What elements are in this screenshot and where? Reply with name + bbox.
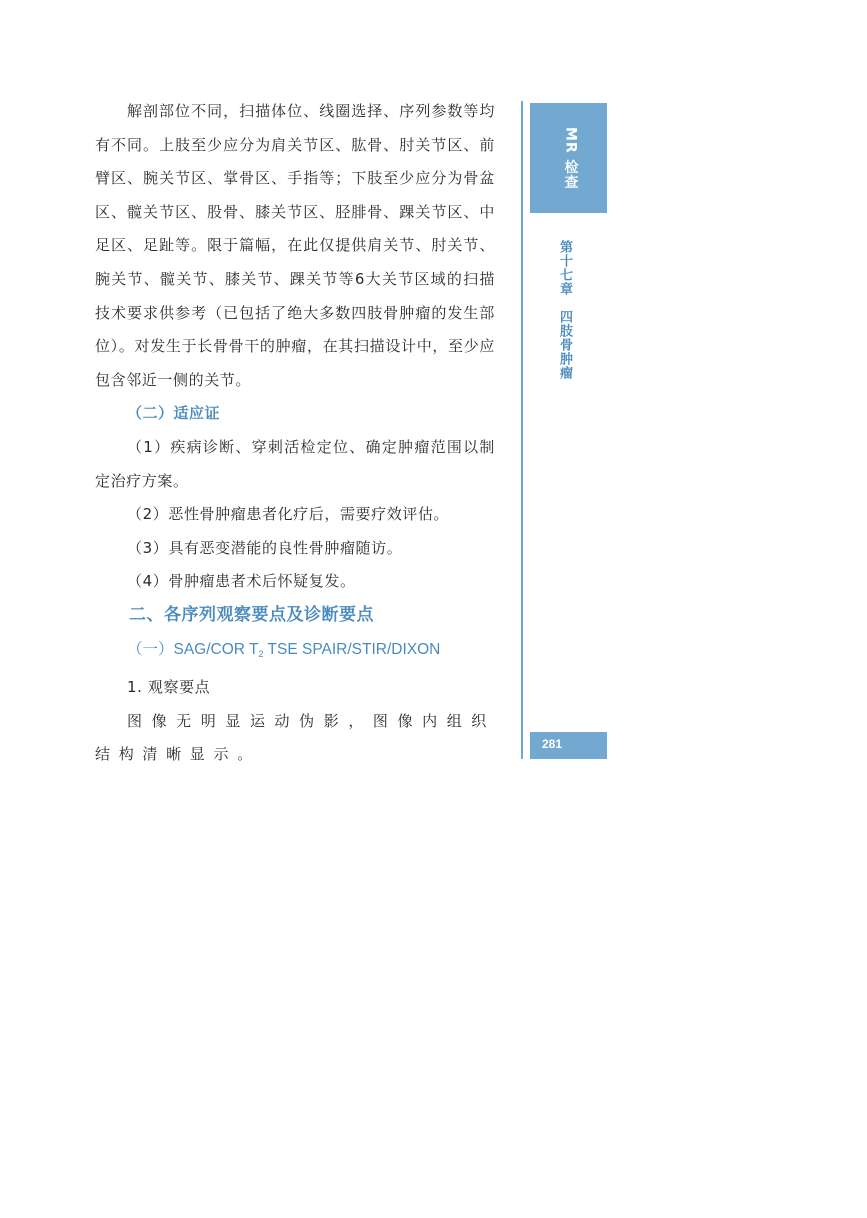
page-number-box [530,732,607,759]
indication-item-1: （1）疾病诊断、穿刺活检定位、确定肿瘤范围以制定治疗方案。 [95,437,495,490]
observation-title: 1. 观察要点 [127,678,211,697]
section-tab-label: MR 检查 [562,127,579,190]
indication-item-4: （4）骨肿瘤患者术后怀疑复发。 [127,572,356,591]
section-tab [530,103,607,213]
sequence-heading-prefix: （一）SAG/COR T [127,640,259,658]
sequence-heading-suffix: TSE SPAIR/STIR/DIXON [263,640,441,658]
indication-item-3: （3）具有恶变潜能的良性骨肿瘤随访。 [127,538,403,557]
margin-divider-line [521,101,523,759]
chapter-title-vertical: 第十七章 四肢骨肿瘤 [557,240,572,380]
indication-item-2: （2）恶性骨肿瘤患者化疗后，需要疗效评估。 [127,505,450,524]
sequence-heading [95,633,495,672]
intro-paragraph: 解剖部位不同，扫描体位、线圈选择、序列参数等均有不同。上肢至少应分为肩关节区、肱骨、肘关节区、前臂区、腕关节区、掌骨区、手指等；下肢至少应分为骨盆区、髋关节区、股骨、膝关节区、胫腓骨、踝关节区、中足区、足趾等。限于篇幅，在此仅提供肩关节、肘关节、腕关节、髋关节、膝关节、踝关节等6大关节区域的扫描技术要求供参考（已包括了绝大多数四肢骨肿瘤的发生部位）。对发生于长骨骨干的肿瘤，在其扫描设计中，至少应包含邻近一侧的关节。 [95,102,495,389]
indications-heading: （二）适应证 [127,404,221,423]
sequence-heading-subscript: 2 [258,648,264,659]
section-heading: 二、各序列观察要点及诊断要点 [129,604,374,625]
page-number: 281 [542,737,563,751]
main-text-column [95,95,495,772]
observation-text: 图像无明显运动伪影，图像内组织结构清晰显示。 [95,711,495,764]
